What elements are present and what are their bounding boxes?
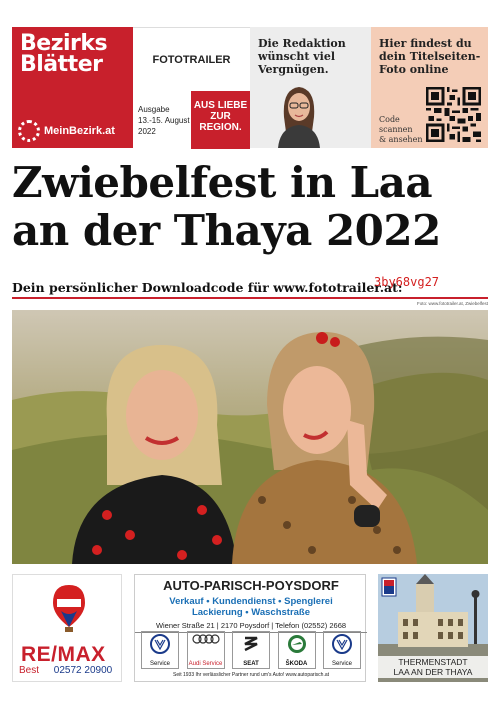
hot-air-balloon-icon [51, 583, 87, 633]
sun-icon [18, 120, 40, 142]
slogan-badge [191, 91, 250, 149]
auto-parisch-ad[interactable] [134, 574, 366, 682]
brand-label: Service [331, 661, 352, 667]
slogan-line2: ZUR [210, 111, 231, 122]
remax-ad[interactable] [12, 574, 122, 682]
editor-greeting [258, 37, 346, 76]
download-label: Dein persönlicher Downloadcode für www.fototrailer.at: [12, 280, 403, 295]
dealer-address: Wiener Straße 21 | 2170 Poysdorf | Telefon (02552) 2668 [135, 621, 367, 633]
scan-line2: scannen [379, 125, 413, 134]
remax-phone[interactable]: 02572 20900 [53, 665, 113, 676]
issue-line2: 13.-15. August [138, 116, 190, 125]
meinbezirk-link[interactable] [18, 120, 115, 142]
services-line2: Lackierung • Waschstraße [191, 607, 311, 618]
meinbezirk-label: MeinBezirk.at [44, 125, 115, 137]
title-line2: an der Thaya 2022 [12, 206, 441, 255]
logo-title-line1: Bezirks [20, 31, 108, 56]
issue-line3: 2022 [138, 127, 156, 136]
brand-label: Audi Service [188, 661, 223, 667]
laa-town-ad[interactable] [378, 574, 488, 682]
dealer-footer: Seit 1933 Ihr verlässlicher Partner rund um's Auto! www.autoparisch.at [172, 672, 330, 678]
greeting-line2: wünscht viel [258, 50, 336, 63]
page-title [12, 159, 492, 255]
issue-line1: Ausgabe [138, 105, 170, 114]
titlepage-text [379, 37, 480, 76]
seat-logo [232, 631, 270, 669]
dealer-services [135, 596, 367, 618]
issue-panel [133, 27, 250, 148]
masthead [12, 27, 488, 148]
seat-s-icon [242, 634, 260, 652]
dealer-name: AUTO-PARISCH-POYSDORF [163, 578, 339, 593]
download-code[interactable]: 3by68vg27 [374, 275, 440, 289]
logo-title-line2: Blätter [20, 52, 103, 77]
greeting-line3: Vergnügen. [258, 63, 329, 76]
fototrailer-label: FOTOTRAILER [152, 54, 231, 66]
services-line1: Verkauf • Kundendienst • Spenglerei [169, 596, 333, 607]
scan-instructions [379, 115, 422, 145]
remax-office: Best [19, 665, 40, 676]
remax-contact [19, 665, 112, 676]
photo-credit: Foto: www.fototrailer.at, Zwiebelfest [416, 301, 488, 306]
vw-nutzfahrzeuge-logo [323, 631, 361, 669]
issue-date [138, 104, 190, 137]
greeting-line1: Die Redaktion [258, 37, 346, 50]
town-line2: LAA AN DER THAYA [393, 667, 473, 677]
divider [12, 297, 488, 299]
vw-icon [150, 634, 170, 654]
brand-label: SEAT [243, 661, 259, 667]
audi-rings-icon [191, 634, 221, 644]
slogan-line1: AUS LIEBE [193, 100, 248, 111]
scan-line1: Code [379, 115, 400, 124]
editor-portrait [274, 77, 324, 148]
logo-title [20, 33, 107, 75]
event-photo [12, 310, 488, 564]
title-line1: Zwiebelfest in Laa [12, 158, 433, 207]
titlepage-line1: Hier findest du [379, 37, 472, 50]
scan-line3: & ansehen [379, 135, 423, 144]
editor-panel [250, 27, 371, 148]
town-line1: THERMENSTADT [398, 657, 468, 667]
titlepage-line2: dein Titelseiten- [379, 50, 481, 63]
titlepage-panel [371, 27, 488, 148]
titlepage-line3: Foto online [379, 63, 449, 76]
audi-service-logo [187, 631, 225, 669]
brand-logos [141, 631, 361, 669]
town-caption [378, 656, 488, 678]
vw-icon [332, 634, 352, 654]
skoda-arrow-icon [287, 634, 307, 654]
brand-label: ŠKODA [285, 661, 308, 667]
bezirksblaetter-logo[interactable] [12, 27, 133, 148]
qr-code-icon[interactable] [426, 87, 481, 142]
remax-brand: RE/MAX [21, 643, 106, 666]
advertisement-strip [12, 574, 488, 682]
slogan-line3: REGION. [199, 122, 242, 133]
brand-label: Service [149, 661, 170, 667]
skoda-logo [278, 631, 316, 669]
vw-service-logo [141, 631, 179, 669]
